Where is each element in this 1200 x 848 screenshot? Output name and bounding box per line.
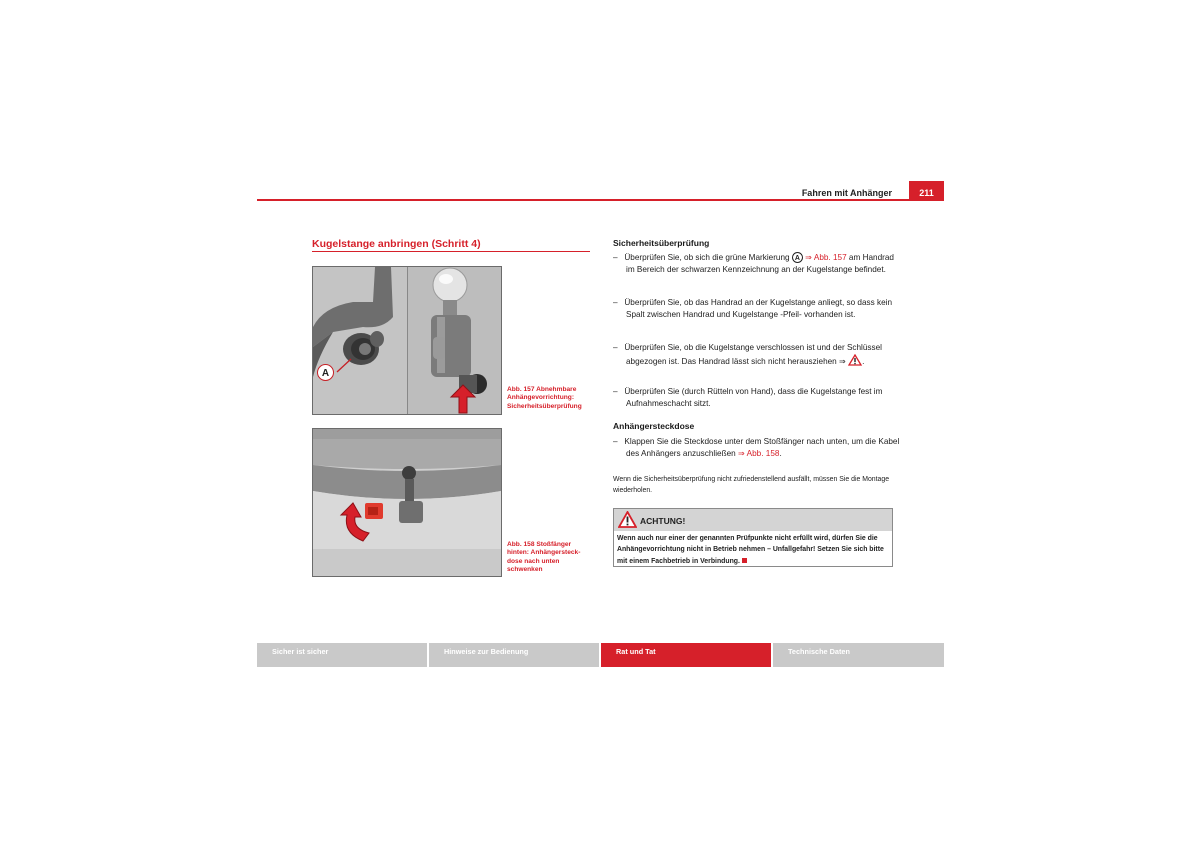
figure-158-rear-bumper-socket xyxy=(312,428,502,577)
warning-text xyxy=(617,533,890,567)
list-item: – Klappen Sie die Steckdose unter dem Stoßfänger nach unten, um die Kabel des Anhängers anzuschließen ⇒ Abb. 158. xyxy=(613,437,900,458)
warning-triangle-icon xyxy=(618,511,637,528)
figure-157-illustration xyxy=(313,267,501,414)
item1-text-after: am Handrad im Bereich der schwarzen Kennzeichnung an der Kugelstange befindet. xyxy=(626,253,894,274)
figure-158-link[interactable]: ⇒ Abb. 158 xyxy=(737,449,780,458)
header-rule xyxy=(257,199,944,201)
footer-tab-technische-daten[interactable]: Technische Daten xyxy=(773,643,944,667)
list-item: – Überprüfen Sie, ob sich die grüne Markierung A ⇒ Abb. 157 am Handrad im Bereich der schwarzen Kennzeichnung an der Kugelstange befindet. xyxy=(613,253,894,274)
figure-158-caption: Abb. 158 Stoßfänger hinten: Anhängersteckdose nach unten schwenken xyxy=(507,541,581,573)
safety-check-heading: Sicherheitsüberprüfung xyxy=(613,238,710,248)
section-title: Kugelstange anbringen (Schritt 4) xyxy=(312,238,481,250)
item3-text: Überprüfen Sie, ob die Kugelstange verschlossen ist und der Schlüssel abgezogen ist. Das Handrad lässt sich nicht herausziehen ⇒ xyxy=(624,343,882,366)
callout-a: A xyxy=(317,364,334,381)
warning-title: ACHTUNG! xyxy=(640,516,686,526)
figure-157-link[interactable]: ⇒ Abb. 157 xyxy=(805,253,847,262)
item1-text-before: Überprüfen Sie, ob sich die grüne Markierung xyxy=(624,253,790,262)
list-item: – Überprüfen Sie (durch Rütteln von Hand), dass die Kugelstange fest im Aufnahmeschacht sitzt. xyxy=(613,387,883,408)
item3-end: . xyxy=(862,357,865,366)
figure-158-illustration xyxy=(313,429,501,576)
repeat-note: Wenn die Sicherheitsüberprüfung nicht zufriedenstellend ausfällt, müssen Sie die Montage wiederholen. xyxy=(613,476,890,494)
item2-text: Überprüfen Sie, ob das Handrad an der Kugelstange anliegt, so dass kein Spalt zwischen Handrad und Kugelstange -Pfeil- vorhanden ist. xyxy=(624,298,893,319)
section-rule xyxy=(312,251,590,252)
item5-text: Klappen Sie die Steckdose unter dem Stoßfänger nach unten, um die Kabel des Anhängers anzuschließen xyxy=(624,437,900,458)
marker-a-icon: A xyxy=(792,252,803,263)
warning-body: Wenn auch nur einer der genannten Prüfpunkte nicht erfüllt wird, dürfen Sie die Anhängevorrichtung nicht in Betrieb nehmen – Unfallgefahr! Setzen Sie sich bitte mit einem Fachbetrieb in Verbindung. xyxy=(617,535,884,565)
warning-triangle-icon[interactable] xyxy=(848,354,865,366)
warning-header xyxy=(614,509,892,531)
list-item: – Überprüfen Sie, ob das Handrad an der Kugelstange anliegt, so dass kein Spalt zwischen Handrad und Kugelstange -Pfeil- vorhanden ist. xyxy=(613,298,893,319)
figure-157-tow-bar-check xyxy=(312,266,502,415)
item5-end: . xyxy=(779,449,782,458)
socket-heading: Anhängersteckdose xyxy=(613,421,695,431)
footer-tab-rat-und-tat[interactable]: Rat und Tat xyxy=(601,643,771,667)
warning-box xyxy=(613,508,893,567)
list-item: – Überprüfen Sie, ob die Kugelstange verschlossen ist und der Schlüssel abgezogen ist. Das Handrad lässt sich nicht herausziehen ⇒ . xyxy=(613,343,882,366)
running-header-title: Fahren mit Anhänger xyxy=(801,188,892,198)
figure-157-caption: Abb. 157 Abnehmbare Anhängevorrichtung: Sicherheitsüberprüfung xyxy=(507,386,582,410)
footer-tab-hinweise-zur-bedienung[interactable]: Hinweise zur Bedienung xyxy=(429,643,599,667)
end-marker-icon xyxy=(742,558,747,563)
footer-tab-sicher-ist-sicher[interactable]: Sicher ist sicher xyxy=(257,643,427,667)
item4-text: Überprüfen Sie (durch Rütteln von Hand), dass die Kugelstange fest im Aufnahmeschacht sitzt. xyxy=(624,387,883,408)
page-number: 211 xyxy=(909,181,944,201)
